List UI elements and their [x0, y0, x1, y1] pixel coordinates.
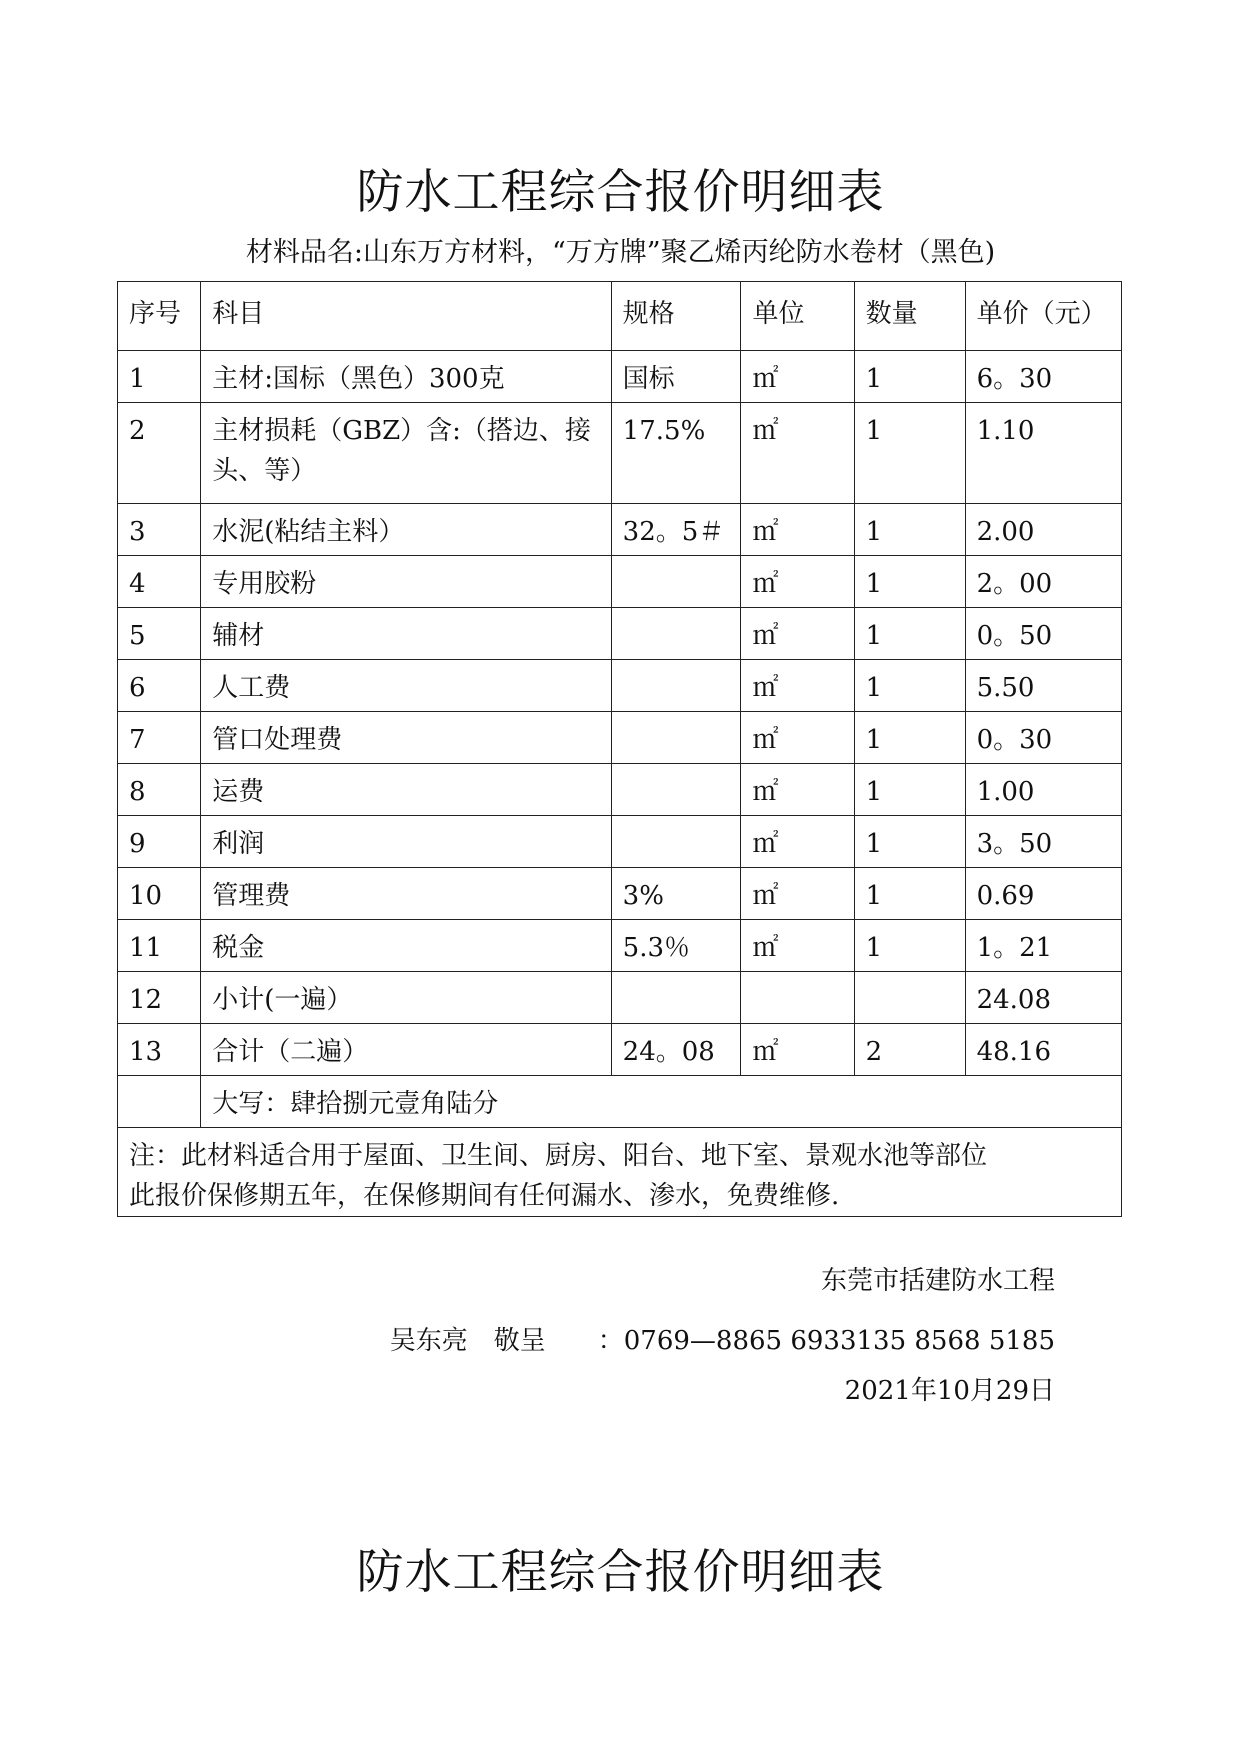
row-quantity: 2	[854, 1024, 965, 1076]
row-unit-price: 5.50	[965, 660, 1121, 712]
note-line-1: 注：此材料适合用于屋面、卫生间、厨房、阳台、地下室、景观水池等部位	[129, 1141, 988, 1171]
row-unit-price: 1.10	[965, 403, 1121, 504]
row-unit: ㎡	[741, 403, 854, 504]
row-item: 专用胶粉	[201, 556, 611, 608]
table-row	[118, 351, 1122, 403]
row-index: 10	[118, 868, 201, 920]
col-header-item: 科目	[201, 282, 611, 351]
row-quantity	[854, 972, 965, 1024]
row-spec	[611, 556, 741, 608]
row-unit: ㎡	[741, 868, 854, 920]
row-item: 人工费	[201, 660, 611, 712]
row-index: 5	[118, 608, 201, 660]
row-index: 3	[118, 504, 201, 556]
row-unit: ㎡	[741, 920, 854, 972]
row-unit: ㎡	[741, 816, 854, 868]
row-item: 小计(一遍）	[201, 972, 611, 1024]
row-quantity: 1	[854, 351, 965, 403]
row-quantity: 1	[854, 504, 965, 556]
row-unit-price: 2。00	[965, 556, 1121, 608]
row-unit-price: 1。21	[965, 920, 1121, 972]
row-unit-price: 3。50	[965, 816, 1121, 868]
row-index: 6	[118, 660, 201, 712]
row-unit-price: 24.08	[965, 972, 1121, 1024]
row-spec	[611, 764, 741, 816]
row-spec: 24。08	[611, 1024, 741, 1076]
row-item: 主材损耗（GBZ）含:（搭边、接头、等）	[201, 403, 611, 504]
row-spec: 3%	[611, 868, 741, 920]
row-unit: ㎡	[741, 660, 854, 712]
row-spec: 国标	[611, 351, 741, 403]
row-unit-price: 1.00	[965, 764, 1121, 816]
row-index: 4	[118, 556, 201, 608]
col-header-unit: 单位	[741, 282, 854, 351]
row-index: 12	[118, 972, 201, 1024]
row-unit-price: 48.16	[965, 1024, 1121, 1076]
row-item: 税金	[201, 920, 611, 972]
row-index: 11	[118, 920, 201, 972]
row-item: 运费	[201, 764, 611, 816]
row-item: 主材:国标（黑色）300克	[201, 351, 611, 403]
row-index: 7	[118, 712, 201, 764]
row-index: 8	[118, 764, 201, 816]
table-header-row	[118, 282, 1122, 351]
row-unit	[741, 972, 854, 1024]
company-name: 东莞市括建防水工程	[820, 1266, 1055, 1296]
col-header-quantity: 数量	[854, 282, 965, 351]
contact-name: 吴东亮 敬呈	[389, 1326, 546, 1356]
row-quantity: 1	[854, 816, 965, 868]
table-row	[118, 504, 1122, 556]
row-unit: ㎡	[741, 556, 854, 608]
row-quantity: 1	[854, 712, 965, 764]
row-unit-price: 0.69	[965, 868, 1121, 920]
row-quantity: 1	[854, 403, 965, 504]
row-spec	[611, 608, 741, 660]
row-item: 辅材	[201, 608, 611, 660]
row-index: 2	[118, 403, 201, 504]
row-spec: 5.3％	[611, 920, 741, 972]
capital-amount-row	[118, 1076, 1122, 1128]
table-row	[118, 920, 1122, 972]
table-row	[118, 712, 1122, 764]
table-row	[118, 764, 1122, 816]
col-header-spec: 规格	[611, 282, 741, 351]
row-index: 9	[118, 816, 201, 868]
row-unit: ㎡	[741, 351, 854, 403]
table-row	[118, 868, 1122, 920]
col-header-unit-price: 单价（元）	[965, 282, 1121, 351]
table-row	[118, 556, 1122, 608]
material-name: 材料品名:山东万方材料，“万方牌”聚乙烯丙纶防水卷材（黑色)	[245, 237, 996, 268]
row-spec	[611, 660, 741, 712]
row-spec	[611, 972, 741, 1024]
row-index: 13	[118, 1024, 201, 1076]
table-row	[118, 403, 1122, 504]
row-unit: ㎡	[741, 504, 854, 556]
table-row	[118, 1024, 1122, 1076]
quote-table	[117, 281, 1122, 1217]
row-unit-price: 0。50	[965, 608, 1121, 660]
empty-cell	[118, 1076, 201, 1128]
phone-numbers: ：0769—8865 6933135 8568 5185	[597, 1326, 1055, 1356]
note-row	[118, 1128, 1122, 1217]
col-header-index: 序号	[118, 282, 201, 351]
row-spec	[611, 816, 741, 868]
row-spec	[611, 712, 741, 764]
row-spec: 17.5%	[611, 403, 741, 504]
row-unit: ㎡	[741, 712, 854, 764]
row-spec: 32。5＃	[611, 504, 741, 556]
row-quantity: 1	[854, 868, 965, 920]
row-unit: ㎡	[741, 764, 854, 816]
contact-line	[0, 1320, 1055, 1357]
row-quantity: 1	[854, 608, 965, 660]
row-index: 1	[118, 351, 201, 403]
row-item: 管口处理费	[201, 712, 611, 764]
row-quantity: 1	[854, 920, 965, 972]
row-unit-price: 0。30	[965, 712, 1121, 764]
table-row	[118, 816, 1122, 868]
row-quantity: 1	[854, 556, 965, 608]
row-item: 水泥(粘结主料）	[201, 504, 611, 556]
table-row	[118, 608, 1122, 660]
row-quantity: 1	[854, 660, 965, 712]
row-quantity: 1	[854, 764, 965, 816]
row-unit-price: 6。30	[965, 351, 1121, 403]
note-line-2: 此报价保修期五年，在保修期间有任何漏水、渗水，免费维修.	[129, 1181, 840, 1211]
row-unit: ㎡	[741, 608, 854, 660]
table-row	[118, 972, 1122, 1024]
row-item: 管理费	[201, 868, 611, 920]
row-item: 合计（二遍）	[201, 1024, 611, 1076]
capital-amount: 大写：肆拾捌元壹角陆分	[201, 1076, 1122, 1128]
row-item: 利润	[201, 816, 611, 868]
quote-date: 2021年10月29日	[844, 1376, 1055, 1406]
second-page-title: 防水工程综合报价明细表	[356, 1545, 885, 1600]
row-unit: ㎡	[741, 1024, 854, 1076]
note	[118, 1128, 1122, 1217]
row-unit-price: 2.00	[965, 504, 1121, 556]
table-row	[118, 660, 1122, 712]
page-title: 防水工程综合报价明细表	[356, 165, 885, 220]
